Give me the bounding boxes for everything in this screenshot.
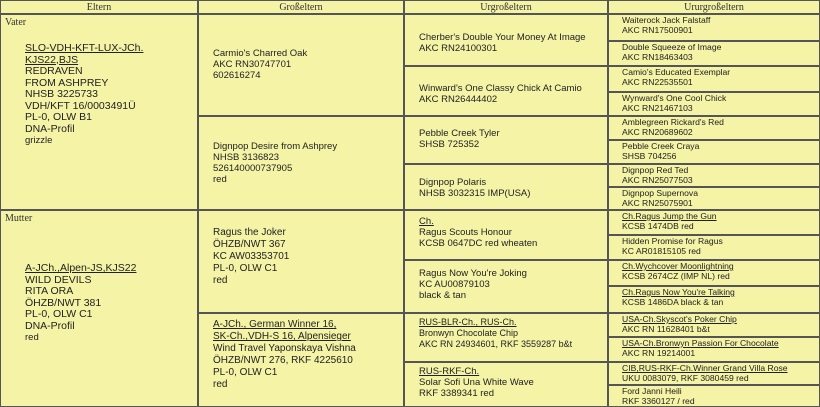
grandparent-title-line: SK-Ch.,VDH-S 16, Alpensieger <box>213 331 351 342</box>
great-grandparent-cell <box>404 260 608 313</box>
header-grosseltern: Großeltern <box>198 0 404 14</box>
great-great-grandparent-line: Wynward's One Cool Chick <box>622 93 727 103</box>
great-great-grandparent-line: Dignpop Red Ted <box>622 165 689 175</box>
great-great-grandparent-cell <box>608 313 820 337</box>
sire-name-line: FROM ASHPREY <box>25 76 109 89</box>
dam-title-line: A-JCh.,Alpen-JS,KJS22 <box>25 262 137 274</box>
great-great-grandparent-line: Waiterock Jack Falstaff <box>622 15 711 25</box>
great-grandparent-line: NHSB 3032315 IMP(USA) <box>419 188 531 199</box>
great-grandparent-line: black & tan <box>419 290 466 301</box>
great-grandparent-cell <box>404 66 608 116</box>
sire-info-line: VDH/KFT 16/0003491Ü <box>25 99 136 112</box>
great-great-grandparent-line: Ford Janni Heili <box>622 386 682 396</box>
great-great-grandparent-line: AKC RN25077503 <box>622 175 693 186</box>
great-grandparent-line: KCSB 0647DC red wheaten <box>419 238 538 249</box>
great-great-grandparent-cell <box>608 286 820 313</box>
grandparent-line: red <box>213 174 227 185</box>
great-great-grandparent-cell <box>608 14 820 41</box>
dam-info-line: ÖHZB/NWT 381 <box>25 296 102 309</box>
great-great-grandparent-cell <box>608 92 820 116</box>
sire-info-line: PL-0, OLW B1 <box>25 111 92 123</box>
great-great-grandparent-cell <box>608 140 820 164</box>
great-great-grandparent-cell <box>608 41 820 66</box>
grandparent-line: Carmio's Charred Oak <box>213 48 308 59</box>
sire-info-line: NHSB 3225733 <box>25 88 98 100</box>
great-grandparent-line: Pebble Creek Tyler <box>419 128 500 139</box>
great-great-grandparent-cell <box>608 362 820 385</box>
great-grandparent-line: Solar Sofi Una White Wave <box>419 377 534 388</box>
great-grandparent-cell <box>404 313 608 362</box>
dam-name-line: RITA ORA <box>25 285 74 297</box>
sire-details <box>25 43 143 147</box>
great-great-grandparent-line: SHSB 704256 <box>622 151 677 162</box>
grandparent-line: ÖHZB/NWT 367 <box>213 239 286 250</box>
header-eltern: Eltern <box>0 0 198 14</box>
great-grandparent-title-line: RUS-BLR-Ch., RUS-Ch. <box>419 317 517 327</box>
great-grandparent-cell <box>404 210 608 260</box>
grandparent-line: 526140000737905 <box>213 163 293 174</box>
great-great-grandparent-line: AKC RN22535501 <box>622 77 693 88</box>
grandparent-line: red <box>213 275 228 286</box>
great-grandparent-cell <box>404 362 608 407</box>
great-great-grandparent-line: KCSB 1474DB red <box>622 221 694 232</box>
great-great-grandparent-line: AKC RN 11628401 b&t <box>622 324 710 335</box>
great-great-grandparent-line: AKC RN25075901 <box>622 198 693 209</box>
great-great-grandparent-line: RKF 3360127 / red <box>622 396 695 407</box>
sire-title-line: KJS22,BJS <box>25 53 79 66</box>
dam-color-line: red <box>25 332 39 343</box>
great-great-grandparent-cell <box>608 337 820 362</box>
grandparent-line: Dignpop Desire from Ashprey <box>213 141 338 152</box>
grandparent-cell <box>198 210 404 313</box>
grandparent-cell <box>198 313 404 407</box>
dam-name-line: WILD DEVILS <box>25 273 92 286</box>
great-great-grandparent-line: Camio's Educated Exemplar <box>622 67 731 77</box>
great-great-grandparent-line: Hidden Promise for Ragus <box>622 236 723 246</box>
grandparent-line: Ragus the Joker <box>213 227 286 238</box>
great-great-grandparent-line: Pebble Creek Craya <box>622 141 700 151</box>
great-great-grandparent-line: USA-Ch.Skyscot's Poker Chip <box>622 314 737 324</box>
sire-role-label: Vater <box>5 17 27 28</box>
great-great-grandparent-cell <box>608 116 820 140</box>
sire-cell <box>0 14 198 210</box>
sire-title-line: SLO-VDH-KFT-LUX-JCh. <box>25 42 144 54</box>
great-great-grandparent-line: Ch.Ragus Now You're Talking <box>622 287 735 297</box>
great-grandparent-line: Cherber's Double Your Money At Image <box>419 32 586 43</box>
great-great-grandparent-line: Dignpop Supernova <box>622 188 698 198</box>
great-grandparent-cell <box>404 116 608 164</box>
great-grandparent-line: Winward's One Classy Chick At Camio <box>419 83 582 94</box>
grandparent-title-line: A-JCh., German Winner 16, <box>213 319 337 330</box>
great-grandparent-line: Ragus Scouts Honour <box>419 227 512 238</box>
grandparent-line: NHSB 3136823 <box>213 152 280 163</box>
grandparent-line: 602616274 <box>213 70 261 81</box>
great-grandparent-line: Bronwyn Chocolate Chip <box>419 328 519 338</box>
grandparent-cell <box>198 14 404 116</box>
great-great-grandparent-line: KCSB 2674CZ (IMP NL) red <box>622 271 730 282</box>
great-great-grandparent-line: AKC RN18463403 <box>622 52 693 63</box>
great-grandparent-cell <box>404 14 608 66</box>
sire-info-line: DNA-Profil <box>25 122 75 135</box>
great-great-grandparent-line: Ch.Wychcover Moonlightning <box>622 261 734 271</box>
great-great-grandparent-line: Double Squeeze of Image <box>622 42 722 52</box>
sire-name-line: REDRAVEN <box>25 65 83 77</box>
grandparent-line: PL-0, OLW C1 <box>213 263 278 274</box>
dam-details <box>25 263 136 344</box>
great-grandparent-line: Dignpop Polaris <box>419 177 487 188</box>
header-urgrosseltern: Urgroßeltern <box>404 0 608 14</box>
great-great-grandparent-cell <box>608 187 820 210</box>
great-grandparent-line: RKF 3389341 red <box>419 388 494 399</box>
dam-role-label: Mutter <box>5 213 33 224</box>
great-great-grandparent-line: AKC RN 19214001 <box>622 348 696 359</box>
great-grandparent-title-line: Ch. <box>419 216 434 227</box>
grandparent-cell <box>198 116 404 210</box>
great-grandparent-cell <box>404 164 608 210</box>
great-grandparent-line: AKC RN 24934601, RKF 3559287 b&t <box>419 339 573 349</box>
header-ururgrosseltern: Ururgroßeltern <box>608 0 820 14</box>
dam-cell <box>0 210 198 407</box>
great-grandparent-title-line: RUS-RKF-Ch. <box>419 366 480 377</box>
great-great-grandparent-line: UKU 0083079, RKF 3080459 red <box>622 373 749 384</box>
great-great-grandparent-line: AKC RN21467103 <box>622 103 693 114</box>
great-great-grandparent-line: Ch.Ragus Jump the Gun <box>622 211 717 221</box>
grandparent-line: KC AW03353701 <box>213 251 290 262</box>
great-grandparent-line: KC AU00879103 <box>419 279 490 290</box>
great-great-grandparent-line: CIB,RUS-RKF-Ch.Winner Grand Villa Rose <box>622 363 788 373</box>
grandparent-line: red <box>213 379 228 390</box>
great-great-grandparent-line: KCSB 1486DA black & tan <box>622 297 724 308</box>
sire-color-line: grizzle <box>25 135 53 146</box>
great-great-grandparent-cell <box>608 385 820 407</box>
great-great-grandparent-cell <box>608 164 820 187</box>
dam-info-line: PL-0, OLW C1 <box>25 308 93 320</box>
great-grandparent-line: Ragus Now You're Joking <box>419 268 527 279</box>
great-great-grandparent-line: AKC RN17500901 <box>622 25 693 36</box>
great-grandparent-line: AKC RN24100301 <box>419 43 498 54</box>
great-great-grandparent-line: AKC RN20689602 <box>622 127 693 138</box>
dam-info-line: DNA-Profil <box>25 319 75 332</box>
great-grandparent-line: SHSB 725352 <box>419 139 480 150</box>
great-great-grandparent-line: USA-Ch.Bronwyn Passion For Chocolate <box>622 338 779 348</box>
grandparent-line: PL-0, OLW C1 <box>213 367 278 378</box>
great-great-grandparent-cell <box>608 66 820 92</box>
grandparent-line: ÖHZB/NWT 276, RKF 4225610 <box>213 355 353 366</box>
grandparent-line: AKC RN30747701 <box>213 59 292 70</box>
great-great-grandparent-cell <box>608 235 820 260</box>
great-grandparent-line: AKC RN26444402 <box>419 94 498 105</box>
grandparent-line: Wind Travel Yaponskaya Vishna <box>213 343 356 354</box>
great-great-grandparent-line: Amblegreen Rickard's Red <box>622 117 724 127</box>
great-great-grandparent-cell <box>608 260 820 286</box>
great-great-grandparent-cell <box>608 210 820 235</box>
great-great-grandparent-line: KC AR01815105 red <box>622 246 701 257</box>
